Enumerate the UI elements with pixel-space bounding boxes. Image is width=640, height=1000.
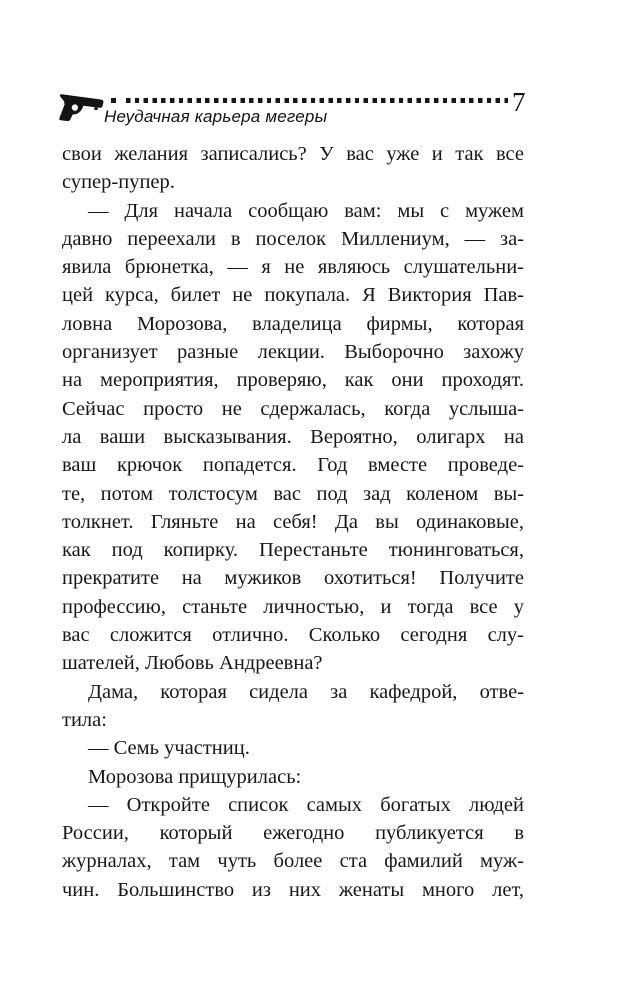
paragraph: [62, 197, 524, 678]
paragraph: [62, 763, 524, 791]
text-line: Сейчас просто не сдержалась, когда услыша-: [62, 397, 524, 420]
page-header: [0, 0, 640, 140]
text-line: профессию, станьте личностью, и тогда все у: [62, 595, 524, 618]
page-number: 7: [512, 87, 526, 117]
text-line: цей курса, билет не покупала. Я Виктория Пав-: [62, 284, 524, 307]
text-line: ла ваши высказывания. Вероятно, олигарх на: [62, 425, 524, 448]
text-line: Дама, которая сидела за кафедрой, отве-: [88, 680, 524, 703]
paragraph: [62, 678, 524, 735]
text-line: на мероприятия, проверяю, как они проходят.: [62, 369, 524, 392]
text-line: те, потом толстосум вас под зад коленом вы-: [62, 482, 524, 505]
text-line: организует разные лекции. Выборочно захожу: [62, 341, 524, 364]
paragraph: [62, 734, 524, 762]
paragraph: [62, 140, 524, 197]
text-line: давно переехали в поселок Миллениум, — за-: [62, 227, 524, 250]
text-line: — Откройте список самых богатых людей: [88, 793, 524, 816]
paragraph: [62, 791, 524, 904]
text-line: журналах, там чуть более ста фамилий муж-: [62, 850, 524, 873]
text-line: толкнет. Гляньте на себя! Да вы одинаковые,: [62, 510, 524, 533]
text-line: супер-пупер.: [62, 171, 175, 194]
dot-leader-first-dot: [111, 98, 116, 103]
text-line: шателей, Любовь Андреевна?: [62, 652, 323, 675]
text-line: вас сложится отлично. Сколько сегодня слу-: [62, 624, 524, 647]
text-line: свои желания записались? У вас уже и так все: [62, 143, 524, 165]
text-line: ваш крючок попадется. Год вместе проведе-: [62, 454, 524, 477]
text-line: России, который ежегодно публикуется в: [62, 822, 524, 845]
text-line: явила брюнетка, — я не являюсь слушательни-: [62, 256, 524, 279]
text-line: Морозова прищурилась:: [88, 765, 302, 788]
text-column: [62, 140, 524, 904]
text-line: как под копирку. Перестаньте тюнинговаться,: [62, 539, 524, 562]
dot-leader-rule: [126, 98, 508, 103]
text-line: прекратите на мужиков охотиться! Получите: [62, 567, 524, 590]
text-line: тила:: [62, 708, 107, 731]
text-line: ловна Морозова, владелица фирмы, которая: [62, 312, 524, 335]
pistol-icon: [55, 89, 105, 125]
text-line: — Семь участниц.: [88, 737, 250, 760]
running-title: Неудачная карьера мегеры: [104, 107, 328, 126]
text-line: — Для начала сообщаю вам: мы с мужем: [88, 199, 524, 222]
text-line: чин. Большинство из них женаты много лет,: [62, 878, 524, 901]
